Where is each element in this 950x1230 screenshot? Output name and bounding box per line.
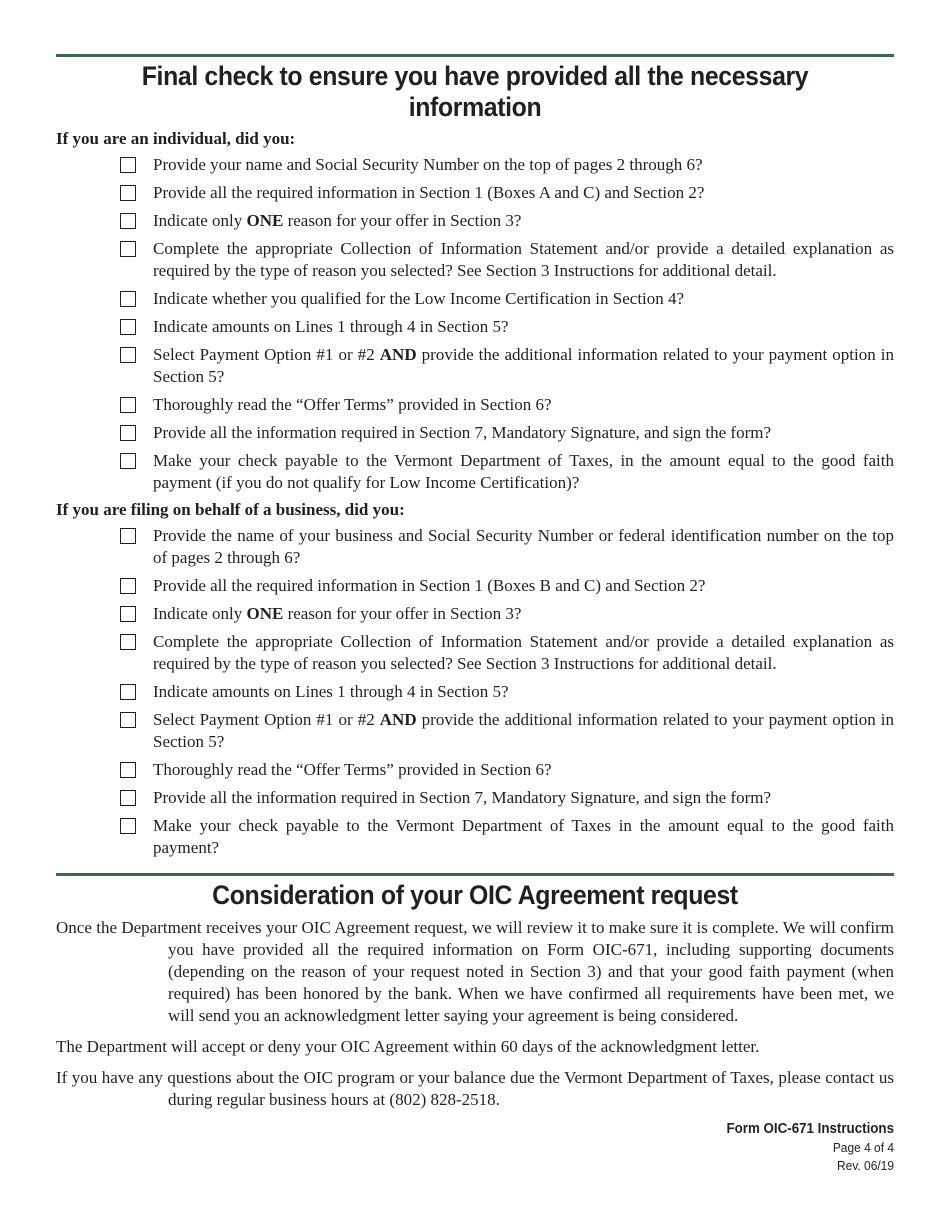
item-text-end: reason for your offer in Section 3? — [283, 211, 522, 230]
item-text-start: Indicate whether you qualified for the Low Income Certification in Section 4? — [153, 289, 685, 308]
item-text-start: Complete the appropriate Collection of Information Statement and/or provide a detailed explanation as required by the type of reason you selected? See Section 3 Instructions for additional detail. — [153, 239, 894, 280]
item-text-start: Provide all the information required in Section 7, Mandatory Signature, and sign the form? — [153, 423, 771, 442]
checklist-item-text — [153, 210, 894, 232]
checkbox[interactable] — [120, 453, 136, 469]
item-text-emphasis: ONE — [246, 604, 284, 623]
item-text-start: Make your check payable to the Vermont Department of Taxes, in the amount equal to the good faith payment (if you do not qualify for Low Income Certification)? — [153, 451, 894, 492]
item-text-start: Select Payment Option #1 or #2 — [153, 345, 380, 364]
checkbox[interactable] — [120, 578, 136, 594]
decision-paragraph: The Department will accept or deny your OIC Agreement within 60 days of the acknowledgment letter. — [56, 1037, 760, 1056]
checkbox[interactable] — [120, 762, 136, 778]
revision-date: Rev. 06/19 — [837, 1158, 894, 1173]
checklist-item — [56, 450, 894, 494]
checklist-item — [56, 154, 894, 176]
item-text-start: Provide all the required information in Section 1 (Boxes B and C) and Section 2? — [153, 576, 706, 595]
checklist-item-text — [153, 154, 894, 176]
item-text-start: Provide the name of your business and Social Security Number or federal identification number on the top of pages 2 through 6? — [153, 526, 894, 567]
checkbox[interactable] — [120, 213, 136, 229]
checkbox[interactable] — [120, 185, 136, 201]
checklist-item — [56, 787, 894, 809]
item-text-emphasis: AND — [379, 710, 417, 729]
consideration-section — [56, 873, 894, 1111]
checklist-item — [56, 182, 894, 204]
item-text-start: Thoroughly read the “Offer Terms” provided in Section 6? — [153, 760, 552, 779]
checkbox[interactable] — [120, 291, 136, 307]
checklist-item — [56, 815, 894, 859]
checklist-item-text — [153, 238, 894, 282]
checkbox[interactable] — [120, 319, 136, 335]
item-text-start: Thoroughly read the “Offer Terms” provided in Section 6? — [153, 395, 552, 414]
checklist-item — [56, 422, 894, 444]
checklist-item-text — [153, 422, 894, 444]
checkbox[interactable] — [120, 634, 136, 650]
checklist-item-text — [153, 709, 894, 753]
item-text-start: Indicate only — [153, 211, 247, 230]
checklist-item-text — [153, 182, 894, 204]
checklist-item-text — [153, 525, 894, 569]
checklist-item — [56, 631, 894, 675]
checkbox[interactable] — [120, 818, 136, 834]
item-text-start: Complete the appropriate Collection of Information Statement and/or provide a detailed explanation as required by the type of reason you selected? See Section 3 Instructions for additional detail. — [153, 632, 894, 673]
checklist-item-text — [153, 815, 894, 859]
checklist-item-text — [153, 316, 894, 338]
business-checklist — [56, 525, 894, 859]
checklist-item — [56, 238, 894, 282]
checklist-item — [56, 759, 894, 781]
checkbox[interactable] — [120, 241, 136, 257]
item-text-end: provide the additional information related to your payment option in Section 5? — [153, 345, 894, 386]
item-text-start: Provide all the information required in Section 7, Mandatory Signature, and sign the form? — [153, 788, 771, 807]
checklist-item-text — [153, 603, 894, 625]
checkbox[interactable] — [120, 712, 136, 728]
checklist-item — [56, 288, 894, 310]
contact-paragraph: If you have any questions about the OIC program or your balance due the Vermont Department of Taxes, please contact us during regular business hours at (802) 828-2518. — [56, 1068, 894, 1109]
individual-checklist — [56, 154, 894, 494]
review-paragraph: Once the Department receives your OIC Agreement request, we will review it to make sure it is complete. We will confirm you have provided all the required information on Form OIC-671, including supporting documents (depending on the reason of your request noted in Section 3) and that your good faith payment (when required) has been honored by the bank. When we have confirmed all requirements have been met, we will send you an acknowledgment letter saying your agreement is being considered. — [56, 918, 894, 1025]
checklist-item — [56, 603, 894, 625]
checklist-item-text — [153, 575, 894, 597]
checklist-item — [56, 316, 894, 338]
checkbox[interactable] — [120, 528, 136, 544]
checkbox[interactable] — [120, 397, 136, 413]
individual-heading: If you are an individual, did you: — [56, 129, 296, 148]
checkbox[interactable] — [120, 347, 136, 363]
checklist-item — [56, 344, 894, 388]
checkbox[interactable] — [120, 157, 136, 173]
page-number: Page 4 of 4 — [832, 1140, 894, 1155]
checkbox[interactable] — [120, 684, 136, 700]
checklist-item — [56, 394, 894, 416]
checklist-item-text — [153, 450, 894, 494]
item-text-start: Provide your name and Social Security Number on the top of pages 2 through 6? — [153, 155, 703, 174]
checklist-item — [56, 681, 894, 703]
section-divider — [56, 873, 894, 876]
item-text-start: Select Payment Option #1 or #2 — [153, 710, 380, 729]
section-divider — [56, 54, 894, 57]
checklist-item-text — [153, 288, 894, 310]
checklist-item-text — [153, 681, 894, 703]
checklist-item — [56, 210, 894, 232]
checklist-item-text — [153, 344, 894, 388]
item-text-start: Indicate amounts on Lines 1 through 4 in Section 5? — [153, 682, 509, 701]
checklist-item-text — [153, 787, 894, 809]
checklist-item — [56, 709, 894, 753]
checkbox[interactable] — [120, 425, 136, 441]
consideration-title: Consideration of your OIC Agreement request — [212, 880, 738, 910]
checkbox[interactable] — [120, 606, 136, 622]
business-heading: If you are filing on behalf of a business, did you: — [56, 500, 405, 519]
checklist-item-text — [153, 631, 894, 675]
item-text-emphasis: AND — [379, 345, 417, 364]
checklist-item — [56, 575, 894, 597]
checklist-item-text — [153, 759, 894, 781]
checkbox[interactable] — [120, 790, 136, 806]
page-footer — [56, 1120, 894, 1175]
item-text-start: Make your check payable to the Vermont Department of Taxes in the amount equal to the good faith payment? — [153, 816, 894, 857]
item-text-emphasis: ONE — [246, 211, 284, 230]
form-name: Form OIC-671 Instructions — [726, 1121, 894, 1137]
item-text-end: reason for your offer in Section 3? — [283, 604, 522, 623]
item-text-end: provide the additional information related to your payment option in Section 5? — [153, 710, 894, 751]
checklist-item — [56, 525, 894, 569]
checklist-item-text — [153, 394, 894, 416]
item-text-start: Indicate amounts on Lines 1 through 4 in Section 5? — [153, 317, 509, 336]
final-check-title: Final check to ensure you have provided all the necessary information — [141, 61, 809, 122]
document-page — [56, 54, 894, 1175]
item-text-start: Indicate only — [153, 604, 247, 623]
item-text-start: Provide all the required information in Section 1 (Boxes A and C) and Section 2? — [153, 183, 705, 202]
